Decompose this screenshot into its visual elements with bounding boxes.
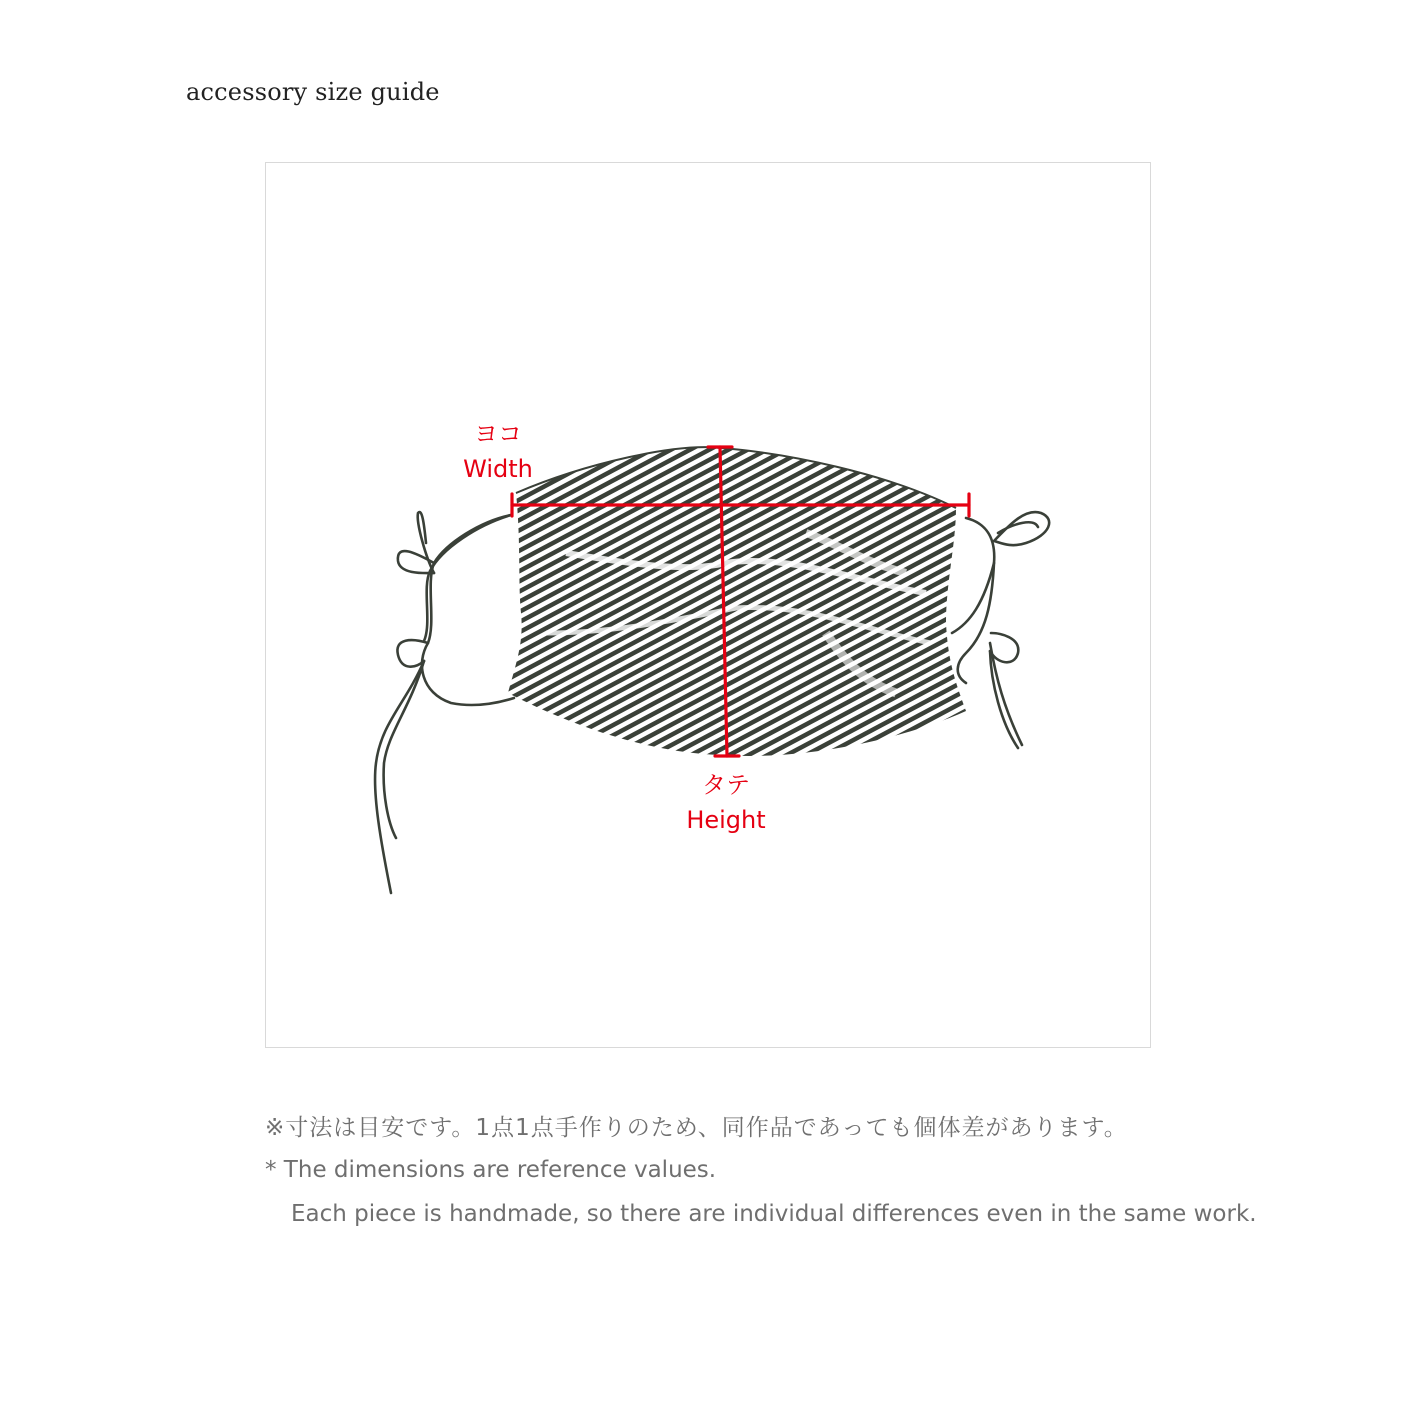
size-notes bbox=[265, 1108, 1257, 1236]
note-japanese: ※寸法は目安です。1点1点手作りのため、同作品であっても個体差があります。 bbox=[265, 1115, 1128, 1141]
height-label-en: Height bbox=[686, 806, 766, 834]
note-english-line2: Each piece is handmade, so there are individual differences even in the same work. bbox=[291, 1201, 1257, 1227]
mask-body bbox=[508, 447, 966, 756]
width-label bbox=[448, 417, 548, 487]
height-label bbox=[671, 768, 781, 838]
left-ear-ties bbox=[375, 512, 514, 893]
right-ear-ties bbox=[952, 512, 1049, 748]
note-english-line1: * The dimensions are reference values. bbox=[265, 1157, 717, 1183]
page-title: accessory size guide bbox=[186, 78, 440, 106]
height-label-ja: タテ bbox=[702, 771, 750, 799]
width-label-en: Width bbox=[463, 455, 533, 483]
mask-illustration bbox=[266, 163, 1152, 1049]
width-label-ja: ヨコ bbox=[474, 420, 522, 448]
size-diagram bbox=[265, 162, 1151, 1048]
